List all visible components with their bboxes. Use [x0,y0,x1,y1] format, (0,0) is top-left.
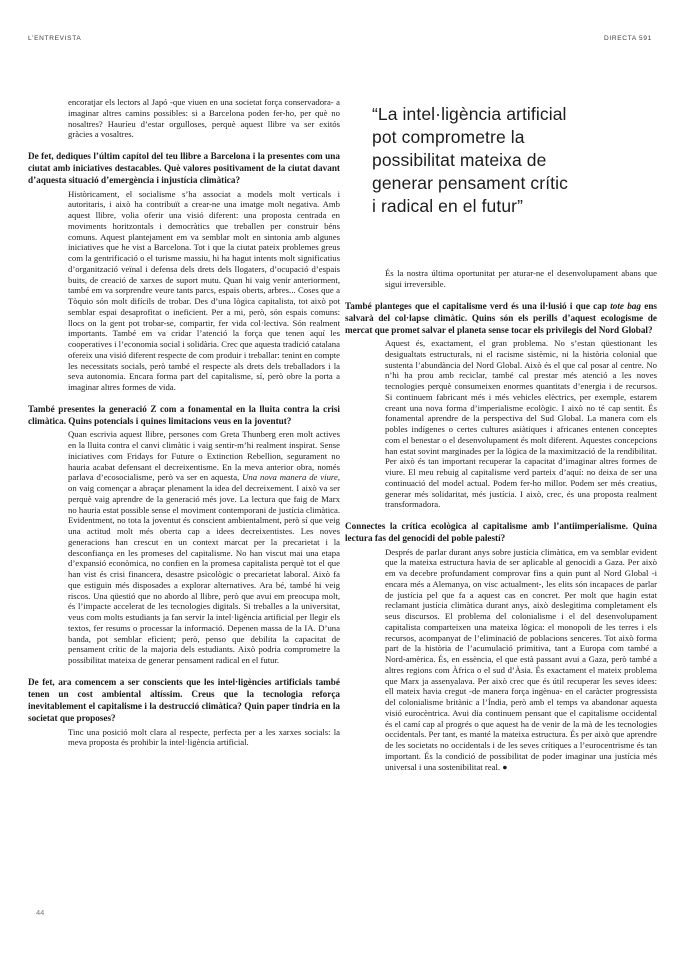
article-column-left [28,97,340,748]
section-label: L’ENTREVISTA [28,35,82,42]
text-run: Aquest és, exactament, el gran problema. No s’estan qüestionant les desigualtats estructurals, ni el racisme sistèmic, ni la història colonial que sustenta l’abundància del Nord Global. Això és el que cal posar al centre. No n’hi ha prou amb reciclar, també cal prestar més atenció a les noves tecnologies perquè consumeixen enormes quantitats d’energia i de recursos. Si continuem fabricant més i més vehicles elèctrics, per exemple, estarem creant una nova forma d’imperialisme ecològic. I això no té cap sentit. És fonamental aprendre de la perspectiva del Sud Global. La manera com els pobles indígenes o certes cultures asiàtiques i africanes entenen conceptes com el benestar o el desenvolupament és molt diferent. Aquestes concepcions han estat sovint marginades per la lògica de la maximització de la rendibilitat. Per això és tan important recuperar la capacitat d’imaginar altres formes de viure. El meu rebuig al capitalisme verd parteix d’aquí: no deixa de ser una continuació del model actual. Podem fer-ho millor. Podem ser més creatius, generar més solidaritat, més justícia. I això, crec, és una proposta realment transformadora. [385,338,657,510]
interview-answer [68,429,340,666]
text-run: Històricament, el socialisme s’ha associat a models molt verticals i autoritaris, i això ha contribuït a crear-ne una imatge molt negativa. Amb aquest llibre, volia oferir una visió diferent: una proposta centrada en moviments horitzontals i democràtics que treballen per construir béns comuns. Aquest plantejament em va semblar molt en sintonia amb algunes iniciatives que he vist a Barcelona. Tot i que la ciutat pateix problemes greus com la gentrificació o el turisme massiu, hi ha hagut intents molt significatius d’organització veïnal i defensa dels drets dels llogaters, d’ocupació d’espais buits, de creació de xarxes de suport mutu. Quan hi vaig venir anteriorment, també em va sorprendre veure tants parcs, espais oberts, arbres... Coses que a Tòquio són molt difícils de trobar. Des d’una lògica capitalista, tot això pot semblar espai desaprofitat o ineficient. Per a mi, però, són espais comuns: llocs on la gent pot trobar-se, compartir, fer vida col·lectiva. Són realment importants. També em va cridar l’atenció la força que tenen aquí les cooperatives i l’economia social i solidària. Crec que aquesta tradició catalana ofereix una visió diferent respecte de com produir i treballar: tenint en compte les necessitats socials, però també el respecte als drets dels treballadors i la seva autonomia. Encara forma part del capitalisme, sí, però obre la porta a imaginar altres formes de vida. [68,188,340,393]
article-column-right [345,103,657,772]
interview-question [345,520,657,544]
page-number: 44 [36,908,45,917]
text-run: És la nostra última oportunitat per aturar-ne el desenvolupament abans que sigui irreversible. [385,268,657,289]
interview-answer [385,268,657,290]
text-run: encoratjar els lectors al Japó -que viuen en una societat força conservadora- a imaginar altres camins possibles: si a Barcelona poden fer-ho, per què no nosaltres? Hauríeu d’estar orgulloses, perquè aquest llibre va ser exitós gràcies a vosaltres. [68,97,340,140]
left-column-paragraphs [28,97,340,748]
text-run: De fet, ara comencem a ser conscients que les intel·ligències artificials també tenen un cost ambiental altíssim. Creus que la tecnologia reforça inevitablement el capitalisme i la destrucció climàtica? Quin paper tindria en la societat que proposes? [28,676,340,724]
interview-answer [385,547,657,773]
text-run-italic: Una nova manera de viure [242,472,338,483]
issue-label: DIRECTA 591 [603,35,652,42]
text-run-italic: tote bag [610,300,641,311]
text-run: ens salvarà del col·lapse climàtic. Quins són els perills d’aquest ecologisme de mercat que promet salvar el planeta sense tocar els privilegis del Nord Global? [345,300,658,335]
interview-question [28,676,340,725]
text-run: De fet, dediques l’últim capítol del teu llibre a Barcelona i la presentes com una ciutat amb iniciatives destacables. Què valores positivament de la ciutat davant d’aquesta situació d’emergència i injustícia climàtica? [28,151,340,186]
text-run: Després de parlar durant anys sobre justícia climàtica, em va semblar evident que la mateixa estructura havia de ser aplicable al genocidi a Gaza. Per això em va decebre profundament comprovar fins a quin punt al Nord Global -i encara més a Alemanya, on visc actualment-, les elits són incapaces de parlar de justícia pel que fa a aquest cas en concret. Per molt que hagin estat reclamant justícia climàtica durant anys, això deslegitima completament els seus discursos. El problema del colonialisme i el del desenvolupament capitalista comparteixen una mateixa lògica: el monopoli de les terres i els recursos, acompanyat de l’eliminació de poblacions senceres. Tot això forma part de la història de l’acumulació primitiva, tant a Europa com també a Nord-amèrica. És, en essència, el que està passant avui a Gaza, però també a altres regions com Àfrica o el sud d’Àsia. És exactament el mateix problema que Marx ja assenyalava. Per això crec que és útil recuperar les seves idees: ell mateix havia cregut -de manera força ingènua- en el caràcter progressista del colonialisme britànic a l’Índia, però amb el temps va abandonar aquesta visió eurocèntrica. Avui dia continuem pensant que el capitalisme occidental és el camí cap al progrés o que aquest ha de venir de la mà de les tecnologies occidentals. Per tant, es manté la mateixa estructura. És per això que aprendre de les societats no occidentals i de les seves crítiques a l’eurocentrisme és tan important. És la condició de possibilitat de poder imaginar una justícia més universal i una sostenibilitat real. ● [385,546,657,772]
right-column-paragraphs [345,268,657,772]
pull-quote: “La intel·ligència artificial pot comprometre la possibilitat mateixa de generar pensament crític i radical en el futur” [372,104,568,216]
interview-question [28,403,340,427]
text-run: També planteges que el capitalisme verd és una il·lusió i que cap [345,300,611,311]
text-run: Tinc una posició molt clara al respecte, perfecta per a les xarxes socials: la meva proposta és prohibir la intel·ligència artificial. [68,726,340,748]
interview-answer [68,189,340,393]
text-run: Quan escrivia aquest llibre, persones com Greta Thunberg eren molt actives en la lluita contra el canvi climàtic i vaig sentir-m’hi realment inspirat. Sense iniciatives com Fridays for Future o Extinction Rebellion, segurament no hauria acabat defensant el decreixentisme. En la meva anterior obra, només parlava d’ecosocialisme, però va ser en aquesta, [68,429,340,483]
interview-question [28,150,340,187]
interview-answer [68,727,340,749]
text-run: També presentes la generació Z com a fonamental en la lluita contra la crisi climàtica. Quins potencials i quines limitacions veus en la joventut? [28,403,340,427]
interview-answer [68,97,340,140]
interview-question [345,300,657,337]
text-run: Connectes la crítica ecològica al capitalisme amb l’antiimperialisme. Quina lectura fas del genocidi del poble palestí? [345,521,657,544]
interview-answer [385,338,657,510]
text-run: , on vaig començar a abraçar plenament la idea del decreixement. I això va ser perquè vaig aprendre de la generació més jove. La lectura que faig de Marx no hauria estat possible sense el moviment contemporani de justícia climàtica. Evidentment, no tota la joventut és conscient ambientalment, però sí que veig una actitud molt més oberta cap a idees decreixentistes. Les noves generacions han crescut en un context marcat per la precarietat i la desconfiança en les promeses del capitalisme. No han viscut mai una etapa d’expansió econòmica, no confien en la promesa capitalista perquè tot el que han vist és crisi financera, desastre psicològic o precarietat laboral. Això fa que estiguin més disposades a explorar alternatives. Ara bé, també hi veig riscos. Una qüestió que no abordo al llibre, però que avui em preocupa molt, és l’impacte accelerat de les tecnologies digitals. Si treballes a la universitat, veus com molts estudiants ja fan servir la intel·ligència artificial per llegir els textos, fer resums o processar la informació. Depenen massa de la IA. D’una banda, pot semblar eficient; però, penso que debilita la capacitat de pensament crític de la majoria dels estudiants. Això podria comprometre la possibilitat mateixa de generar pensament radical en el futur. [68,472,340,666]
